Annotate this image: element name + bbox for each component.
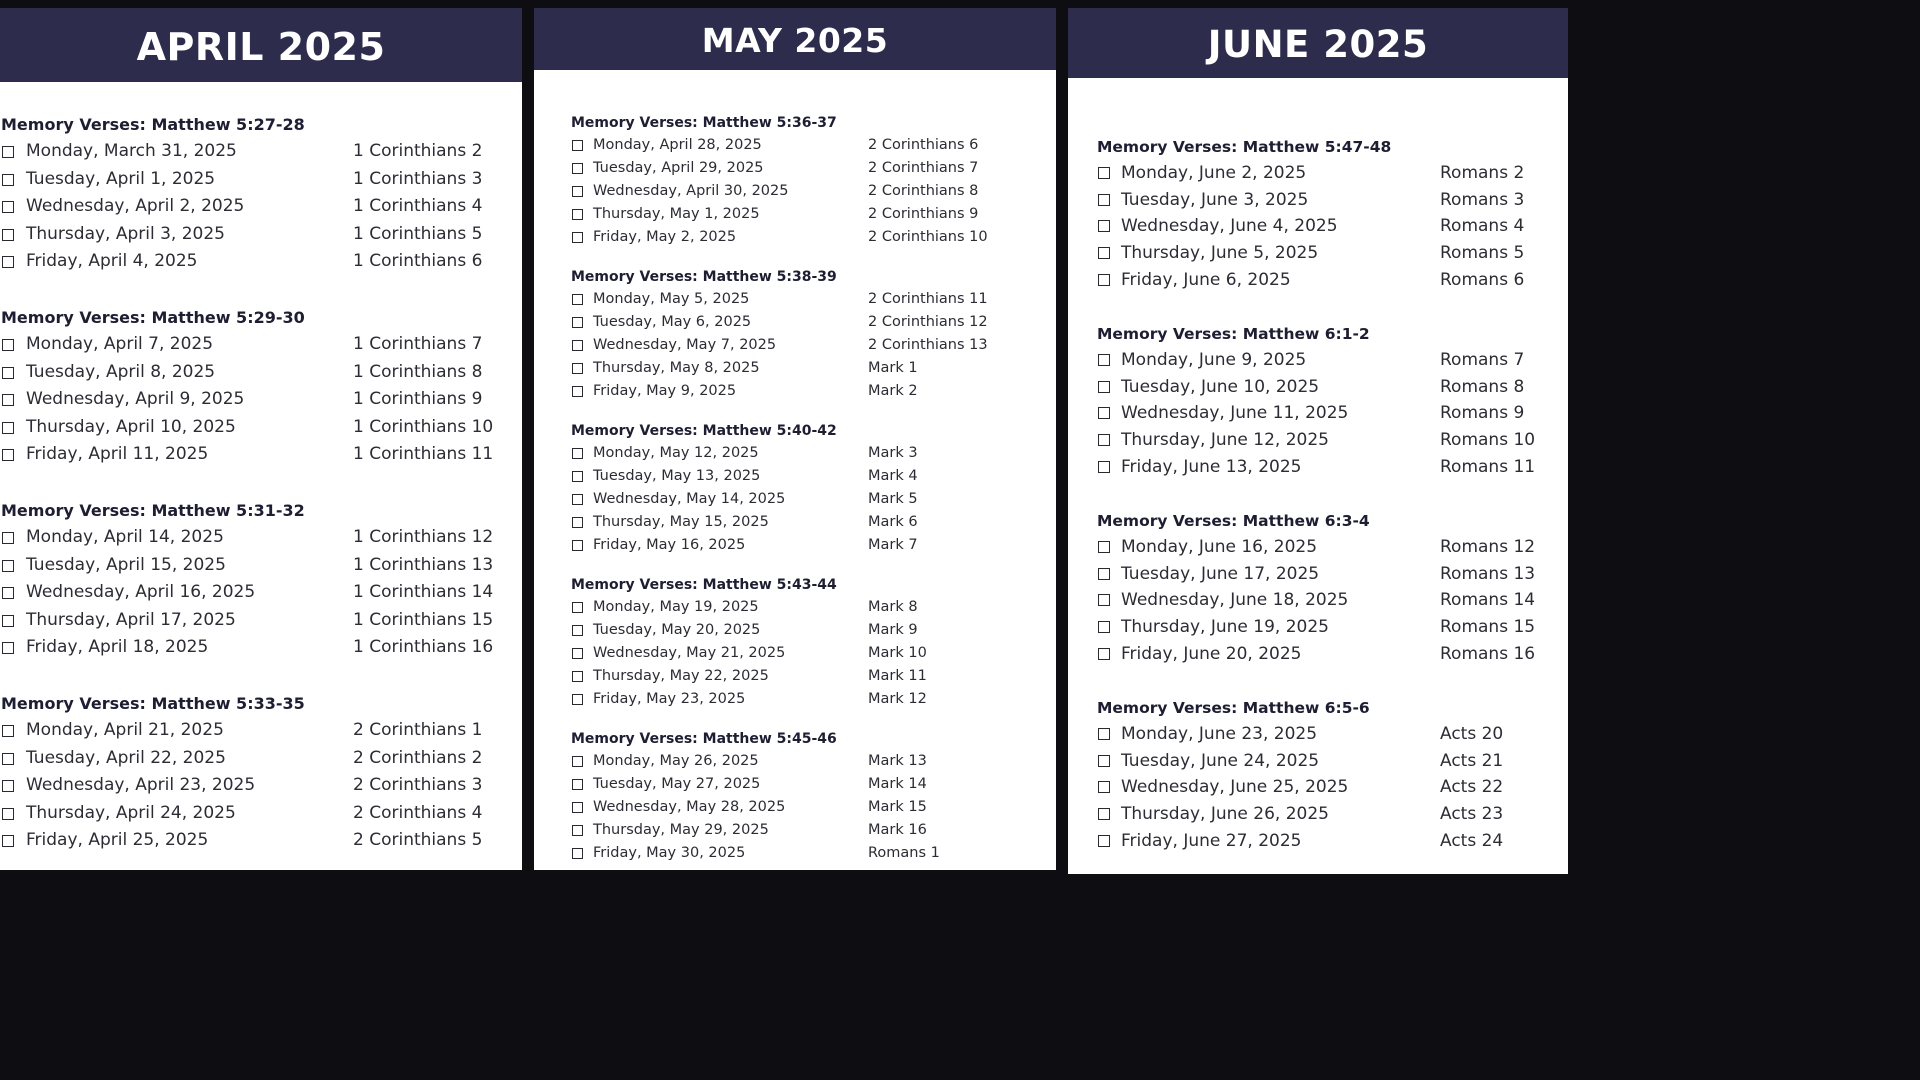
- reading-row: [0, 359, 522, 387]
- reading-date: Wednesday, April 16, 2025: [26, 582, 256, 602]
- memory-verses-heading: Memory Verses: Matthew 5:29-30: [1, 308, 305, 327]
- reading-checkbox[interactable]: [1098, 648, 1110, 660]
- reading-passage: 2 Corinthians 2: [353, 747, 483, 768]
- reading-passage: Romans 6: [1440, 269, 1525, 290]
- reading-checkbox[interactable]: [2, 229, 14, 241]
- reading-row: [534, 157, 1056, 180]
- memory-verses-heading: Memory Verses: Matthew 5:33-35: [1, 694, 305, 713]
- reading-row: [1068, 534, 1568, 561]
- reading-row: [534, 842, 1056, 865]
- reading-passage: Romans 3: [1440, 189, 1525, 210]
- reading-date: Tuesday, May 13, 2025: [593, 468, 761, 484]
- month-card-june: [1068, 8, 1568, 874]
- reading-date: Wednesday, May 28, 2025: [593, 799, 786, 815]
- reading-checkbox[interactable]: [572, 471, 583, 482]
- reading-checkbox[interactable]: [2, 532, 14, 544]
- reading-row: [0, 331, 522, 359]
- reading-date: Thursday, May 22, 2025: [593, 668, 769, 684]
- reading-date: Friday, June 20, 2025: [1121, 643, 1302, 664]
- reading-date: Friday, June 6, 2025: [1121, 269, 1291, 290]
- reading-date: Friday, May 2, 2025: [593, 229, 737, 245]
- reading-checkbox[interactable]: [2, 560, 14, 572]
- reading-checkbox[interactable]: [1098, 461, 1110, 473]
- reading-row: [534, 665, 1056, 688]
- reading-checkbox[interactable]: [1098, 167, 1110, 179]
- reading-date: Monday, March 31, 2025: [26, 141, 237, 161]
- reading-date: Thursday, May 29, 2025: [593, 822, 769, 838]
- reading-row: [1068, 748, 1568, 775]
- reading-passage: 2 Corinthians 3: [353, 775, 483, 795]
- reading-date: Tuesday, April 15, 2025: [26, 554, 226, 575]
- week-block: [0, 691, 522, 870]
- reading-row: [1068, 587, 1568, 614]
- reading-date: Friday, May 16, 2025: [593, 537, 746, 553]
- reading-passage: Romans 8: [1440, 376, 1525, 397]
- reading-passage: 1 Corinthians 11: [353, 444, 494, 464]
- reading-checkbox[interactable]: [572, 340, 583, 351]
- reading-passage: Acts 22: [1440, 777, 1504, 798]
- reading-passage: Mark 14: [868, 776, 927, 792]
- reading-checkbox[interactable]: [572, 163, 583, 174]
- reading-row: [534, 534, 1056, 557]
- reading-passage: 2 Corinthians 6: [868, 137, 979, 153]
- memory-verses-heading: Memory Verses: Matthew 5:45-46: [571, 731, 837, 747]
- week-block: [1068, 321, 1568, 508]
- reading-passage: Romans 7: [1440, 350, 1525, 370]
- reading-passage: Romans 14: [1440, 590, 1536, 611]
- reading-checkbox[interactable]: [572, 232, 583, 243]
- reading-row: [534, 511, 1056, 534]
- reading-row: [1068, 614, 1568, 641]
- reading-passage: Acts 23: [1440, 804, 1504, 825]
- reading-row: [0, 524, 522, 552]
- reading-date: Tuesday, June 10, 2025: [1121, 376, 1320, 397]
- reading-passage: 2 Corinthians 8: [868, 183, 979, 199]
- reading-passage: Mark 13: [868, 753, 927, 769]
- reading-row: [1068, 213, 1568, 240]
- reading-passage: 1 Corinthians 14: [353, 582, 494, 602]
- reading-checkbox[interactable]: [1098, 194, 1110, 206]
- reading-checkbox[interactable]: [2, 367, 14, 379]
- reading-row: [0, 248, 522, 276]
- reading-row: [0, 827, 522, 855]
- reading-checkbox[interactable]: [2, 753, 14, 765]
- reading-date: Tuesday, June 24, 2025: [1121, 750, 1320, 771]
- reading-date: Friday, June 13, 2025: [1121, 456, 1302, 477]
- reading-date: Wednesday, April 23, 2025: [26, 775, 256, 795]
- reading-checkbox[interactable]: [1098, 808, 1110, 820]
- reading-checkbox[interactable]: [2, 780, 14, 792]
- reading-passage: Mark 12: [868, 691, 927, 707]
- reading-row: [0, 745, 522, 773]
- reading-date: Monday, May 5, 2025: [593, 291, 750, 307]
- reading-row: [534, 750, 1056, 773]
- reading-checkbox[interactable]: [2, 339, 14, 351]
- reading-checkbox[interactable]: [1098, 354, 1110, 366]
- reading-row: [534, 773, 1056, 796]
- reading-checkbox[interactable]: [1098, 220, 1110, 232]
- reading-row: [1068, 347, 1568, 374]
- reading-row: [534, 796, 1056, 819]
- reading-row: [534, 642, 1056, 665]
- reading-checkbox[interactable]: [2, 174, 14, 186]
- reading-passage: Mark 2: [868, 383, 918, 399]
- reading-checkbox[interactable]: [572, 671, 583, 682]
- reading-row: [1068, 427, 1568, 454]
- reading-row: [1068, 828, 1568, 855]
- reading-date: Thursday, June 5, 2025: [1121, 243, 1319, 264]
- reading-row: [534, 180, 1056, 203]
- week-block: [534, 728, 1056, 870]
- reading-passage: Romans 2: [1440, 163, 1525, 183]
- reading-passage: Acts 24: [1440, 830, 1504, 851]
- month-card-april: [0, 8, 522, 870]
- week-list: [1068, 134, 1568, 874]
- week-block: [0, 498, 522, 691]
- memory-verses-heading: Memory Verses: Matthew 6:1-2: [1097, 325, 1370, 343]
- memory-verses-heading: Memory Verses: Matthew 6:5-6: [1097, 699, 1370, 717]
- reading-row: [1068, 240, 1568, 267]
- reading-date: Thursday, June 26, 2025: [1121, 804, 1329, 825]
- reading-date: Monday, June 2, 2025: [1121, 163, 1307, 183]
- reading-date: Monday, May 19, 2025: [593, 599, 759, 615]
- reading-checkbox[interactable]: [572, 625, 583, 636]
- reading-date: Monday, April 7, 2025: [26, 334, 214, 354]
- reading-date: Thursday, May 1, 2025: [593, 206, 760, 222]
- reading-row: [534, 688, 1056, 711]
- reading-row: [534, 203, 1056, 226]
- reading-passage: Romans 10: [1440, 430, 1536, 451]
- reading-checkbox[interactable]: [572, 363, 583, 374]
- reading-date: Friday, May 23, 2025: [593, 691, 746, 707]
- memory-verses-heading: Memory Verses: Matthew 5:36-37: [571, 115, 837, 131]
- reading-row: [0, 579, 522, 607]
- reading-date: Friday, April 4, 2025: [26, 251, 198, 271]
- reading-date: Wednesday, June 25, 2025: [1121, 777, 1349, 798]
- reading-date: Wednesday, May 14, 2025: [593, 491, 786, 507]
- reading-checkbox[interactable]: [2, 835, 14, 847]
- reading-date: Tuesday, April 1, 2025: [26, 168, 216, 189]
- month-banner: JUNE 2025: [1068, 8, 1568, 78]
- reading-date: Thursday, June 12, 2025: [1121, 430, 1329, 451]
- reading-passage: Romans 16: [1440, 643, 1536, 664]
- reading-checkbox[interactable]: [2, 725, 14, 737]
- reading-passage: 1 Corinthians 10: [353, 416, 494, 437]
- reading-date: Friday, April 25, 2025: [26, 830, 209, 850]
- reading-checkbox[interactable]: [1098, 381, 1110, 393]
- reading-passage: Romans 13: [1440, 563, 1536, 584]
- reading-passage: 2 Corinthians 9: [868, 206, 979, 222]
- reading-date: Friday, April 11, 2025: [26, 444, 209, 464]
- reading-row: [1068, 374, 1568, 401]
- reading-row: [0, 441, 522, 469]
- reading-checkbox[interactable]: [572, 448, 583, 459]
- reading-passage: Romans 15: [1440, 617, 1536, 638]
- reading-date: Tuesday, April 22, 2025: [26, 747, 226, 768]
- reading-passage: Mark 4: [868, 468, 918, 484]
- reading-checkbox[interactable]: [2, 394, 14, 406]
- reading-row: [534, 488, 1056, 511]
- reading-date: Wednesday, April 30, 2025: [593, 183, 789, 199]
- reading-passage: Mark 5: [868, 491, 918, 507]
- week-block: [534, 266, 1056, 420]
- reading-checkbox[interactable]: [1098, 247, 1110, 259]
- reading-checkbox[interactable]: [2, 808, 14, 820]
- reading-checkbox[interactable]: [2, 201, 14, 213]
- reading-passage: Mark 11: [868, 668, 927, 684]
- reading-date: Thursday, May 15, 2025: [593, 514, 769, 530]
- reading-row: [0, 414, 522, 442]
- reading-row: [1068, 400, 1568, 427]
- reading-passage: 1 Corinthians 16: [353, 637, 494, 657]
- reading-checkbox[interactable]: [2, 587, 14, 599]
- reading-checkbox[interactable]: [1098, 541, 1110, 553]
- reading-passage: 1 Corinthians 4: [353, 196, 483, 216]
- reading-row: [534, 819, 1056, 842]
- reading-date: Friday, May 9, 2025: [593, 383, 737, 399]
- reading-passage: Mark 9: [868, 622, 918, 638]
- reading-date: Tuesday, June 3, 2025: [1121, 189, 1309, 210]
- reading-checkbox[interactable]: [572, 317, 583, 328]
- reading-row: [1068, 267, 1568, 294]
- reading-date: Tuesday, May 6, 2025: [593, 314, 752, 330]
- reading-passage: Mark 7: [868, 537, 918, 553]
- reading-passage: 2 Corinthians 7: [868, 160, 979, 176]
- reading-row: [0, 772, 522, 800]
- reading-row: [0, 193, 522, 221]
- reading-row: [534, 380, 1056, 403]
- reading-passage: 1 Corinthians 3: [353, 168, 483, 189]
- reading-date: Tuesday, May 27, 2025: [593, 776, 761, 792]
- reading-row: [1068, 561, 1568, 588]
- week-block: [534, 112, 1056, 266]
- reading-passage: 2 Corinthians 5: [353, 830, 483, 850]
- reading-row: [1068, 721, 1568, 748]
- reading-date: Monday, April 28, 2025: [593, 137, 762, 153]
- reading-date: Monday, April 21, 2025: [26, 720, 224, 740]
- reading-date: Thursday, June 19, 2025: [1121, 617, 1329, 638]
- reading-passage: Acts 21: [1440, 750, 1504, 771]
- reading-checkbox[interactable]: [1098, 835, 1110, 847]
- reading-passage: Romans 4: [1440, 216, 1525, 237]
- reading-checkbox[interactable]: [1098, 407, 1110, 419]
- reading-checkbox[interactable]: [2, 146, 14, 158]
- reading-row: [0, 386, 522, 414]
- reading-checkbox[interactable]: [572, 386, 583, 397]
- week-list: [0, 112, 522, 870]
- reading-checkbox[interactable]: [572, 540, 583, 551]
- reading-checkbox[interactable]: [572, 294, 583, 305]
- week-block: [1068, 508, 1568, 695]
- reading-row: [534, 288, 1056, 311]
- reading-passage: Romans 9: [1440, 403, 1525, 424]
- week-block: [0, 305, 522, 498]
- reading-checkbox[interactable]: [1098, 781, 1110, 793]
- reading-checkbox[interactable]: [572, 779, 583, 790]
- reading-passage: Mark 10: [868, 645, 927, 661]
- reading-row: [1068, 801, 1568, 828]
- reading-checkbox[interactable]: [572, 848, 583, 859]
- reading-row: [1068, 187, 1568, 214]
- reading-row: [534, 334, 1056, 357]
- reading-passage: Romans 12: [1440, 537, 1536, 557]
- week-block: [1068, 695, 1568, 874]
- reading-date: Monday, June 16, 2025: [1121, 537, 1318, 557]
- reading-date: Friday, April 18, 2025: [26, 637, 209, 657]
- reading-passage: 2 Corinthians 10: [868, 229, 988, 245]
- reading-checkbox[interactable]: [2, 642, 14, 654]
- reading-checkbox[interactable]: [2, 256, 14, 268]
- reading-date: Thursday, April 17, 2025: [26, 609, 236, 630]
- reading-row: [1068, 160, 1568, 187]
- reading-row: [1068, 774, 1568, 801]
- reading-checkbox[interactable]: [572, 694, 583, 705]
- reading-passage: 1 Corinthians 12: [353, 527, 494, 547]
- reading-checkbox[interactable]: [572, 494, 583, 505]
- reading-row: [0, 138, 522, 166]
- memory-verses-heading: Memory Verses: Matthew 5:47-48: [1097, 138, 1392, 156]
- reading-checkbox[interactable]: [572, 517, 583, 528]
- reading-date: Wednesday, April 9, 2025: [26, 389, 245, 409]
- reading-checkbox[interactable]: [1098, 755, 1110, 767]
- reading-row: [534, 465, 1056, 488]
- week-block: [534, 420, 1056, 574]
- reading-row: [0, 607, 522, 635]
- reading-date: Wednesday, June 11, 2025: [1121, 403, 1349, 424]
- reading-row: [0, 717, 522, 745]
- reading-row: [534, 134, 1056, 157]
- reading-checkbox[interactable]: [572, 602, 583, 613]
- reading-passage: Mark 6: [868, 514, 918, 530]
- reading-date: Wednesday, June 18, 2025: [1121, 590, 1349, 611]
- reading-row: [0, 221, 522, 249]
- reading-passage: Mark 16: [868, 822, 927, 838]
- reading-checkbox[interactable]: [1098, 568, 1110, 580]
- week-block: [534, 574, 1056, 728]
- reading-row: [534, 311, 1056, 334]
- reading-date: Friday, May 30, 2025: [593, 845, 746, 861]
- reading-row: [534, 619, 1056, 642]
- memory-verses-heading: Memory Verses: Matthew 5:27-28: [1, 115, 305, 134]
- reading-date: Wednesday, May 21, 2025: [593, 645, 786, 661]
- reading-row: [534, 226, 1056, 249]
- reading-checkbox[interactable]: [572, 802, 583, 813]
- memory-verses-heading: Memory Verses: Matthew 5:38-39: [571, 269, 837, 285]
- reading-checkbox[interactable]: [1098, 594, 1110, 606]
- reading-passage: Mark 3: [868, 445, 918, 461]
- reading-passage: 1 Corinthians 13: [353, 554, 494, 575]
- reading-checkbox[interactable]: [572, 648, 583, 659]
- reading-row: [534, 442, 1056, 465]
- reading-passage: Acts 20: [1440, 724, 1504, 744]
- reading-date: Thursday, April 10, 2025: [26, 416, 236, 437]
- reading-checkbox[interactable]: [2, 422, 14, 434]
- reading-checkbox[interactable]: [2, 449, 14, 461]
- reading-passage: Mark 8: [868, 599, 918, 615]
- reading-checkbox[interactable]: [572, 825, 583, 836]
- reading-passage: 1 Corinthians 2: [353, 141, 483, 161]
- reading-checkbox[interactable]: [1098, 274, 1110, 286]
- reading-date: Monday, May 12, 2025: [593, 445, 759, 461]
- reading-row: [0, 634, 522, 662]
- reading-passage: Romans 1: [868, 845, 940, 861]
- reading-passage: Romans 11: [1440, 456, 1536, 477]
- reading-date: Wednesday, April 2, 2025: [26, 196, 245, 216]
- reading-passage: 1 Corinthians 9: [353, 389, 483, 409]
- reading-row: [1068, 641, 1568, 668]
- reading-date: Monday, June 23, 2025: [1121, 724, 1318, 744]
- reading-passage: 2 Corinthians 13: [868, 337, 988, 353]
- reading-date: Thursday, April 24, 2025: [26, 802, 236, 823]
- reading-passage: Mark 15: [868, 799, 927, 815]
- reading-checkbox[interactable]: [572, 140, 583, 151]
- month-banner: MAY 2025: [534, 8, 1056, 70]
- reading-checkbox[interactable]: [1098, 621, 1110, 633]
- month-card-may: [534, 8, 1056, 870]
- week-list: [534, 112, 1056, 870]
- reading-passage: 1 Corinthians 7: [353, 334, 483, 354]
- week-block: [1068, 134, 1568, 321]
- month-banner: APRIL 2025: [0, 8, 522, 82]
- reading-passage: 2 Corinthians 4: [353, 802, 483, 823]
- reading-checkbox[interactable]: [572, 186, 583, 197]
- reading-checkbox[interactable]: [572, 209, 583, 220]
- reading-passage: 2 Corinthians 12: [868, 314, 988, 330]
- reading-row: [534, 596, 1056, 619]
- memory-verses-heading: Memory Verses: Matthew 5:40-42: [571, 423, 837, 439]
- reading-passage: 1 Corinthians 5: [353, 223, 483, 244]
- reading-date: Friday, June 27, 2025: [1121, 830, 1302, 851]
- reading-date: Monday, June 9, 2025: [1121, 350, 1307, 370]
- reading-passage: 1 Corinthians 8: [353, 361, 483, 382]
- reading-date: Tuesday, May 20, 2025: [593, 622, 761, 638]
- reading-passage: Romans 5: [1440, 243, 1525, 264]
- memory-verses-heading: Memory Verses: Matthew 5:43-44: [571, 577, 837, 593]
- reading-date: Thursday, April 3, 2025: [26, 223, 226, 244]
- reading-date: Tuesday, April 8, 2025: [26, 361, 216, 382]
- reading-row: [534, 357, 1056, 380]
- reading-date: Wednesday, June 4, 2025: [1121, 216, 1338, 237]
- week-block: [0, 112, 522, 305]
- memory-verses-heading: Memory Verses: Matthew 6:3-4: [1097, 512, 1370, 530]
- reading-passage: 2 Corinthians 11: [868, 291, 988, 307]
- reading-date: Tuesday, April 29, 2025: [593, 160, 764, 176]
- reading-row: [0, 800, 522, 828]
- reading-date: Monday, May 26, 2025: [593, 753, 759, 769]
- reading-date: Tuesday, June 17, 2025: [1121, 563, 1320, 584]
- reading-date: Wednesday, May 7, 2025: [593, 337, 777, 353]
- reading-passage: 1 Corinthians 6: [353, 251, 483, 271]
- reading-checkbox[interactable]: [2, 615, 14, 627]
- reading-row: [0, 166, 522, 194]
- memory-verses-heading: Memory Verses: Matthew 5:31-32: [1, 501, 305, 520]
- reading-checkbox[interactable]: [1098, 728, 1110, 740]
- reading-row: [1068, 454, 1568, 481]
- reading-row: [0, 552, 522, 580]
- reading-date: Monday, April 14, 2025: [26, 527, 224, 547]
- reading-passage: Mark 1: [868, 360, 918, 376]
- reading-passage: 1 Corinthians 15: [353, 609, 494, 630]
- reading-checkbox[interactable]: [1098, 434, 1110, 446]
- reading-checkbox[interactable]: [572, 756, 583, 767]
- reading-date: Thursday, May 8, 2025: [593, 360, 760, 376]
- reading-passage: 2 Corinthians 1: [353, 720, 483, 740]
